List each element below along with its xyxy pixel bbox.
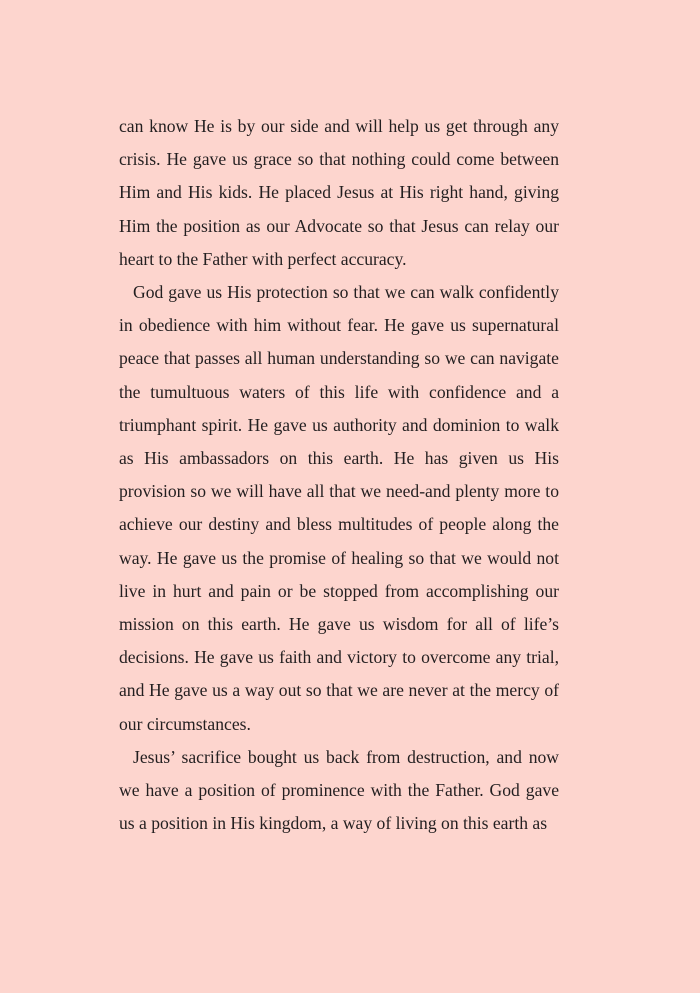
paragraph-gifts: God gave us His protection so that we can walk confidently in obedience with him without fear. He gave us supernatural peace that passes all human understanding so we can navigate the tumultuous waters of this life with confidence and a triumphant spirit. He gave us authority and dominion to walk as His ambassadors on this earth. He has given us His provision so we will have all that we need-and plenty more to achieve our destiny and bless multitudes of people along the way. He gave us the promise of healing so that we would not live in hurt and pain or be stopped from accomplishing our mission on this earth. He gave us wisdom for all of life’s decisions. He gave us faith and victory to overcome any trial, and He gave us a way out so that we are never at the mercy of our circumstances. xyxy=(119,282,559,734)
paragraph-sacrifice: Jesus’ sacrifice bought us back from destruction, and now we have a position of prominence with the Father. God gave us a position in His kingdom, a way of living on this earth as xyxy=(119,746,559,834)
paragraph-continued: can know He is by our side and will help us get through any crisis. He gave us grace so that nothing could come between Him and His kids. He placed Jesus at His right hand, giving Him the position as our Advocate so that Jesus can relay our heart to the Father with perfect accuracy. xyxy=(119,116,559,269)
page-body xyxy=(119,110,559,840)
